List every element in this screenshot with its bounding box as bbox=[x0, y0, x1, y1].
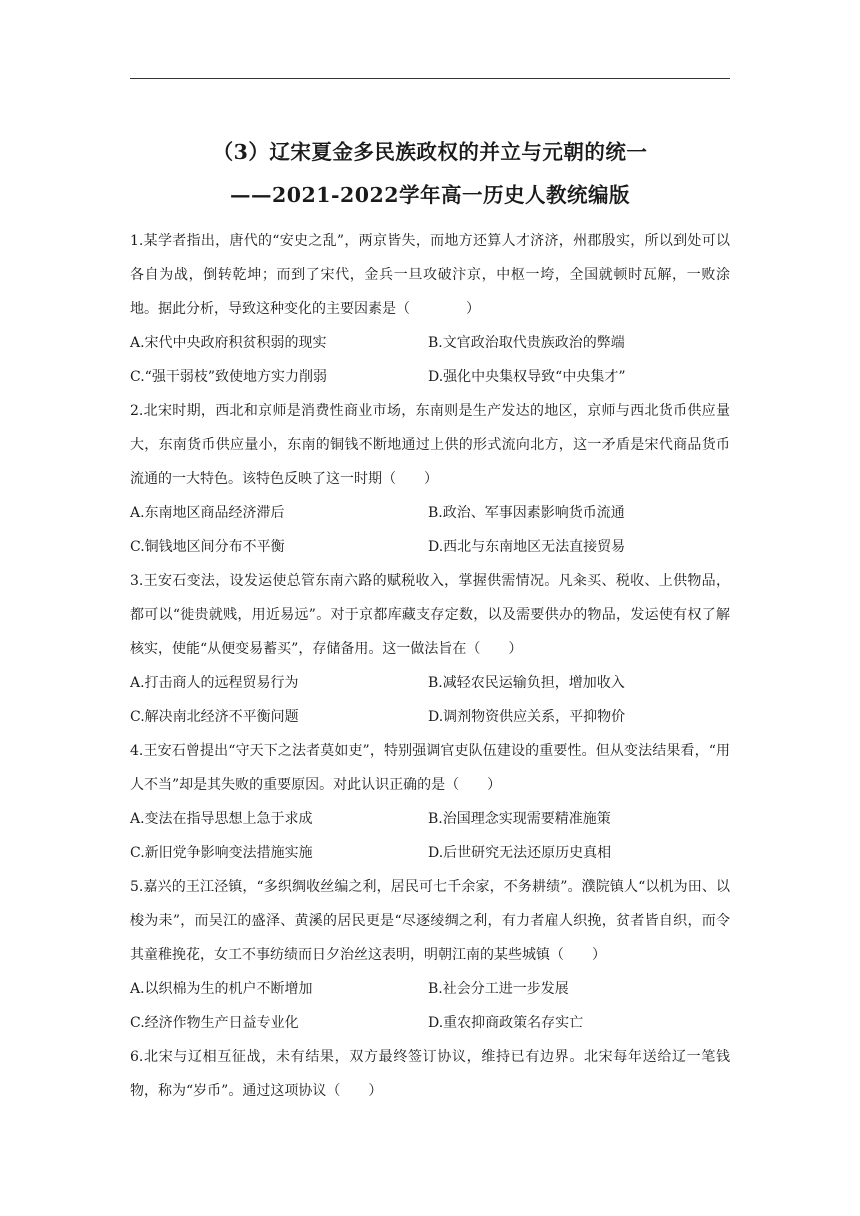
option-a: A.打击商人的远程贸易行为 bbox=[130, 675, 299, 691]
option-d: D.强化中央集权导致“中央集才” bbox=[428, 369, 626, 385]
option-b: B.减轻农民运输负担，增加收入 bbox=[428, 675, 625, 691]
option-a: A.变法在指导思想上急于求成 bbox=[130, 811, 313, 827]
option-group bbox=[130, 972, 730, 1040]
option-b: B.政治、军事因素影响货币流通 bbox=[428, 505, 625, 521]
option-group bbox=[130, 666, 730, 734]
option-c: C.“强干弱枝”致使地方实力削弱 bbox=[130, 369, 327, 385]
option-d: D.后世研究无法还原历史真相 bbox=[428, 845, 612, 861]
question-stem: 4.王安石曾提出“守天下之法者莫如吏”，特别强调官吏队伍建设的重要性。但从变法结果看，“用人不当”却是其失败的重要原因。对此认识正确的是（ ） bbox=[130, 743, 730, 793]
option-c: C.解决南北经济不平衡问题 bbox=[130, 709, 299, 725]
document-subtitle: ——2021-2022学年高一历史人教统编版 bbox=[229, 183, 631, 207]
option-group bbox=[130, 496, 730, 564]
question-2 bbox=[130, 394, 730, 564]
option-a: A.宋代中央政府积贫积弱的现实 bbox=[130, 335, 327, 351]
option-c: C.新旧党争影响变法措施实施 bbox=[130, 845, 313, 861]
option-d: D.重农抑商政策名存实亡 bbox=[428, 1015, 584, 1031]
question-stem: 5.嘉兴的王江泾镇，“多织绸收丝编之利，居民可七千余家，不务耕绩”。濮院镇人“以机为田、以梭为耒”，而吴江的盛泽、黄溪的居民更是“尽逐绫绸之利，有力者雇人织挽，贫者皆自织，而令其童稚挽花，女工不事纺绩而日夕治丝这表明，明朝江南的某些城镇（ ） bbox=[130, 879, 730, 963]
option-c: C.铜钱地区间分布不平衡 bbox=[130, 539, 285, 555]
option-group bbox=[130, 326, 730, 394]
question-3 bbox=[130, 564, 730, 734]
question-stem: 3.王安石变法，设发运使总管东南六路的赋税收入，掌握供需情况。凡籴买、税收、上供物品，都可以“徙贵就贱，用近易远”。对于京都库藏支存定数，以及需要供办的物品，发运使有权了解核实，使能“从便变易蓄买”，存储备用。这一做法旨在（ ） bbox=[130, 573, 730, 657]
header-rule bbox=[130, 78, 730, 79]
question-4 bbox=[130, 734, 730, 870]
option-c: C.经济作物生产日益专业化 bbox=[130, 1015, 299, 1031]
question-6 bbox=[130, 1040, 730, 1108]
option-group bbox=[130, 802, 730, 870]
option-a: A.东南地区商品经济滞后 bbox=[130, 505, 285, 521]
question-stem: 6.北宋与辽相互征战，未有结果，双方最终签订协议，维持已有边界。北宋每年送给辽一笔钱物，称为“岁币”。通过这项协议（ ） bbox=[130, 1049, 730, 1099]
option-b: B.文官政治取代贵族政治的弊端 bbox=[428, 335, 625, 351]
option-b: B.社会分工进一步发展 bbox=[428, 981, 569, 997]
option-d: D.西北与东南地区无法直接贸易 bbox=[428, 539, 626, 555]
question-5 bbox=[130, 870, 730, 1040]
option-d: D.调剂物资供应关系，平抑物价 bbox=[428, 709, 626, 725]
question-1 bbox=[130, 224, 730, 394]
document-title: （3）辽宋夏金多民族政权的并立与元朝的统一 bbox=[212, 140, 648, 164]
question-stem: 1.某学者指出，唐代的“安史之乱”，两京皆失，而地方还算人才济济，州郡殷实，所以到处可以各自为战，倒转乾坤；而到了宋代，金兵一旦攻破汴京，中枢一垮，全国就顿时瓦解，一败涂地。据此分析，导致这种变化的主要因素是（ ） bbox=[130, 233, 730, 317]
question-list bbox=[130, 224, 730, 1108]
option-a: A.以织棉为生的机户不断增加 bbox=[130, 981, 313, 997]
option-b: B.治国理念实现需要精准施策 bbox=[428, 811, 611, 827]
question-stem: 2.北宋时期，西北和京师是消费性商业市场，东南则是生产发达的地区，京师与西北货币供应量大，东南货币供应量小，东南的铜钱不断地通过上供的形式流向北方，这一矛盾是宋代商品货币流通的一大特色。该特色反映了这一时期（ ） bbox=[130, 403, 730, 487]
